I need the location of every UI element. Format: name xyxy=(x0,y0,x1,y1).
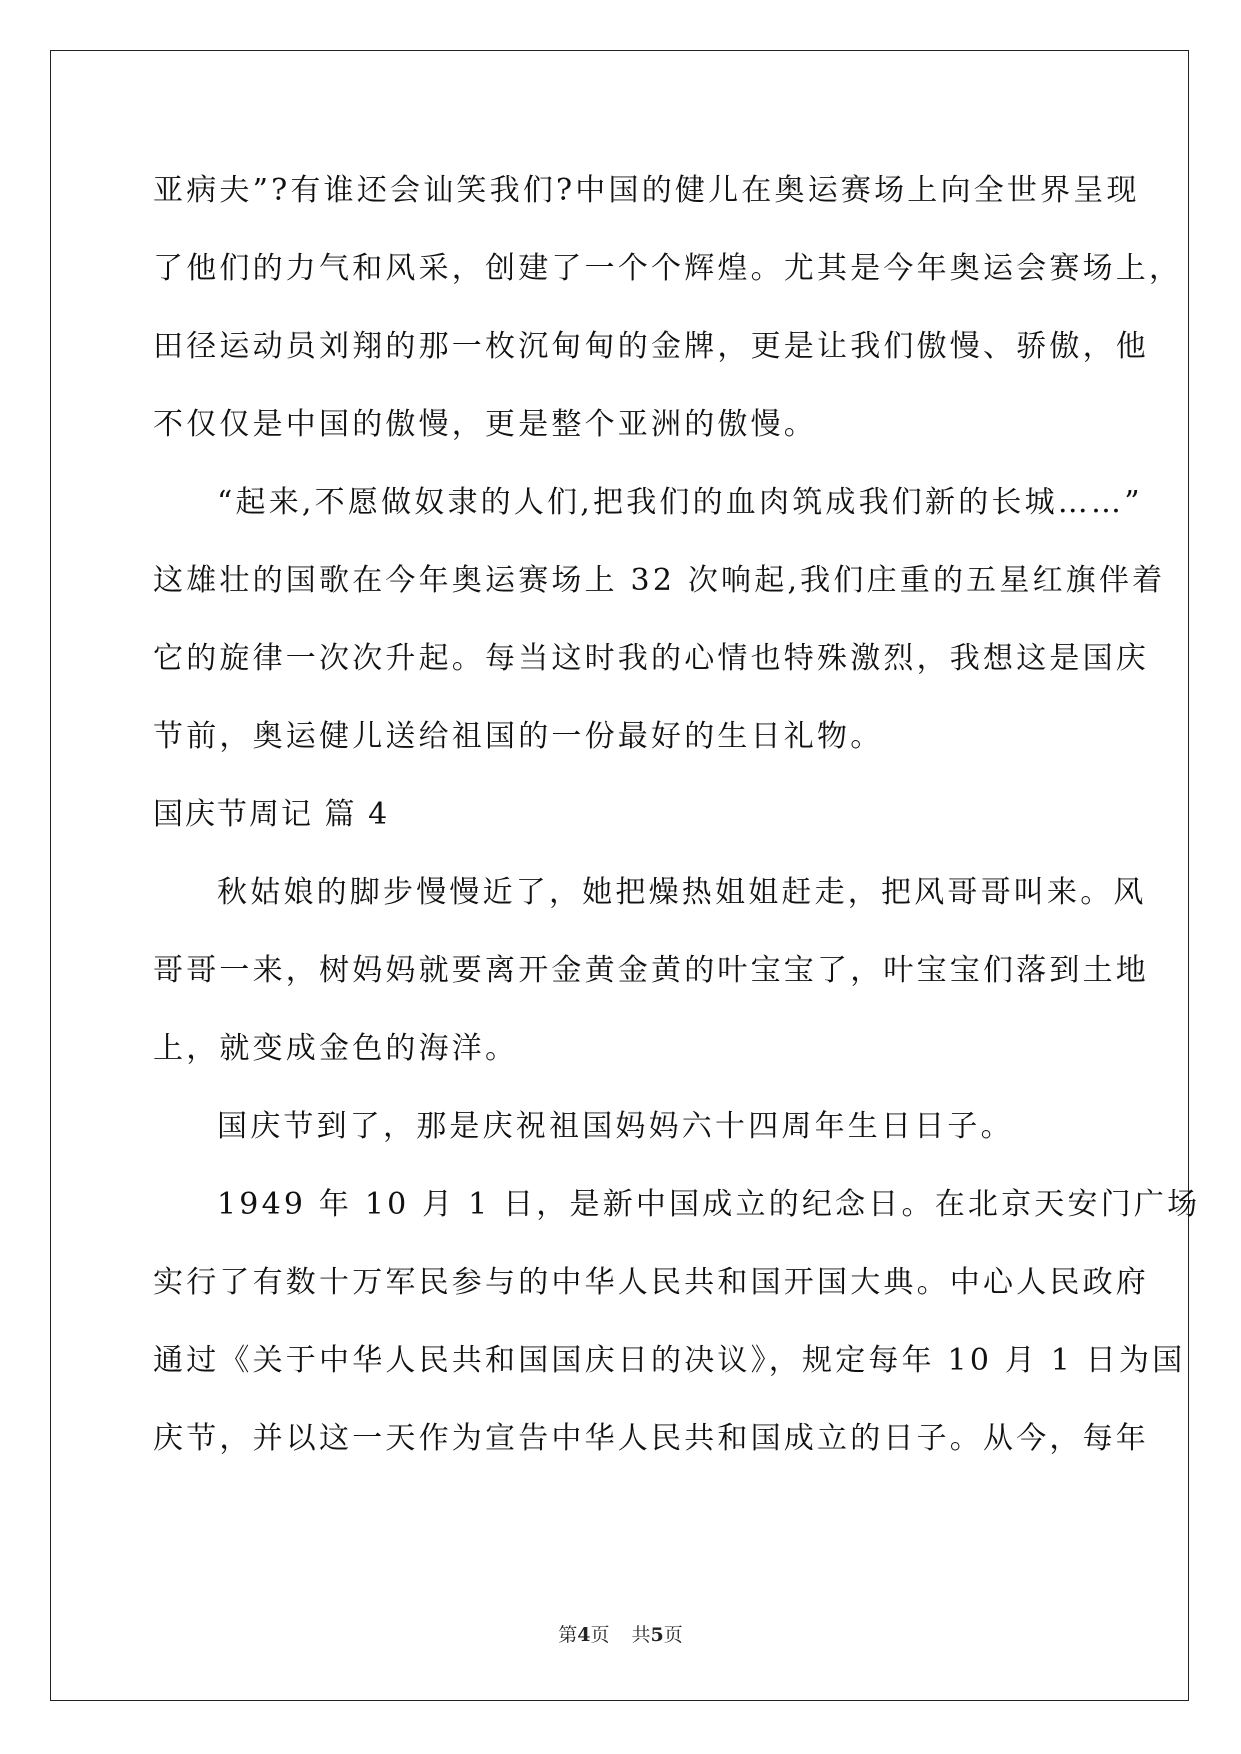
document-body xyxy=(153,152,1201,1478)
text-line: 田径运动员刘翔的那一枚沉甸甸的金牌，更是让我们傲慢、骄傲，他 xyxy=(153,329,1149,364)
text-line: 庆节，并以这一天作为宣告中华人民共和国成立的日子。从今，每年 xyxy=(153,1421,1149,1456)
paragraph-start-line: “起来,不愿做奴隶的人们,把我们的血肉筑成我们新的长城……” xyxy=(217,485,1143,520)
text-line: 它的旋律一次次升起。每当这时我的心情也特殊激烈，我想这是国庆 xyxy=(153,641,1149,676)
paragraph-start-line: 国庆节到了，那是庆祝祖国妈妈六十四周年生日日子。 xyxy=(217,1109,1014,1144)
section-heading: 国庆节周记 篇 4 xyxy=(153,797,390,832)
total-pages: 5 xyxy=(650,1624,664,1646)
text-line: 这雄壮的国歌在今年奥运赛场上 32 次响起,我们庄重的五星红旗伴着 xyxy=(153,563,1166,598)
text-line: 实行了有数十万军民参与的中华人民共和国开国大典。中心人民政府 xyxy=(153,1265,1149,1300)
paragraph-start-line: 秋姑娘的脚步慢慢近了，她把燥热姐姐赶走，把风哥哥叫来。风 xyxy=(217,875,1147,910)
text-line: 不仅仅是中国的傲慢，更是整个亚洲的傲慢。 xyxy=(153,407,817,442)
text-line: 通过《关于中华人民共和国国庆日的决议》，规定每年 10 月 1 日为国 xyxy=(153,1343,1186,1378)
footer-prefix: 第 xyxy=(558,1624,578,1646)
footer-page-suffix: 页 xyxy=(590,1624,610,1646)
page-footer xyxy=(0,1620,1241,1647)
footer-total-prefix: 共 xyxy=(631,1624,651,1646)
footer-total-suffix: 页 xyxy=(663,1624,683,1646)
paragraph-start-line: 1949 年 10 月 1 日，是新中国成立的纪念日。在北京天安门广场 xyxy=(217,1187,1201,1222)
text-line: 了他们的力气和风采，创建了一个个辉煌。尤其是今年奥运会赛场上， xyxy=(153,251,1183,286)
text-line: 节前，奥运健儿送给祖国的一份最好的生日礼物。 xyxy=(153,719,884,754)
text-line: 哥哥一来，树妈妈就要离开金黄金黄的叶宝宝了，叶宝宝们落到土地 xyxy=(153,953,1149,988)
page-number: 4 xyxy=(577,1624,591,1646)
text-line: 上，就变成金色的海洋。 xyxy=(153,1031,519,1066)
text-line: 亚病夫”?有谁还会讪笑我们?中国的健儿在奥运赛场上向全世界呈现 xyxy=(153,173,1140,208)
